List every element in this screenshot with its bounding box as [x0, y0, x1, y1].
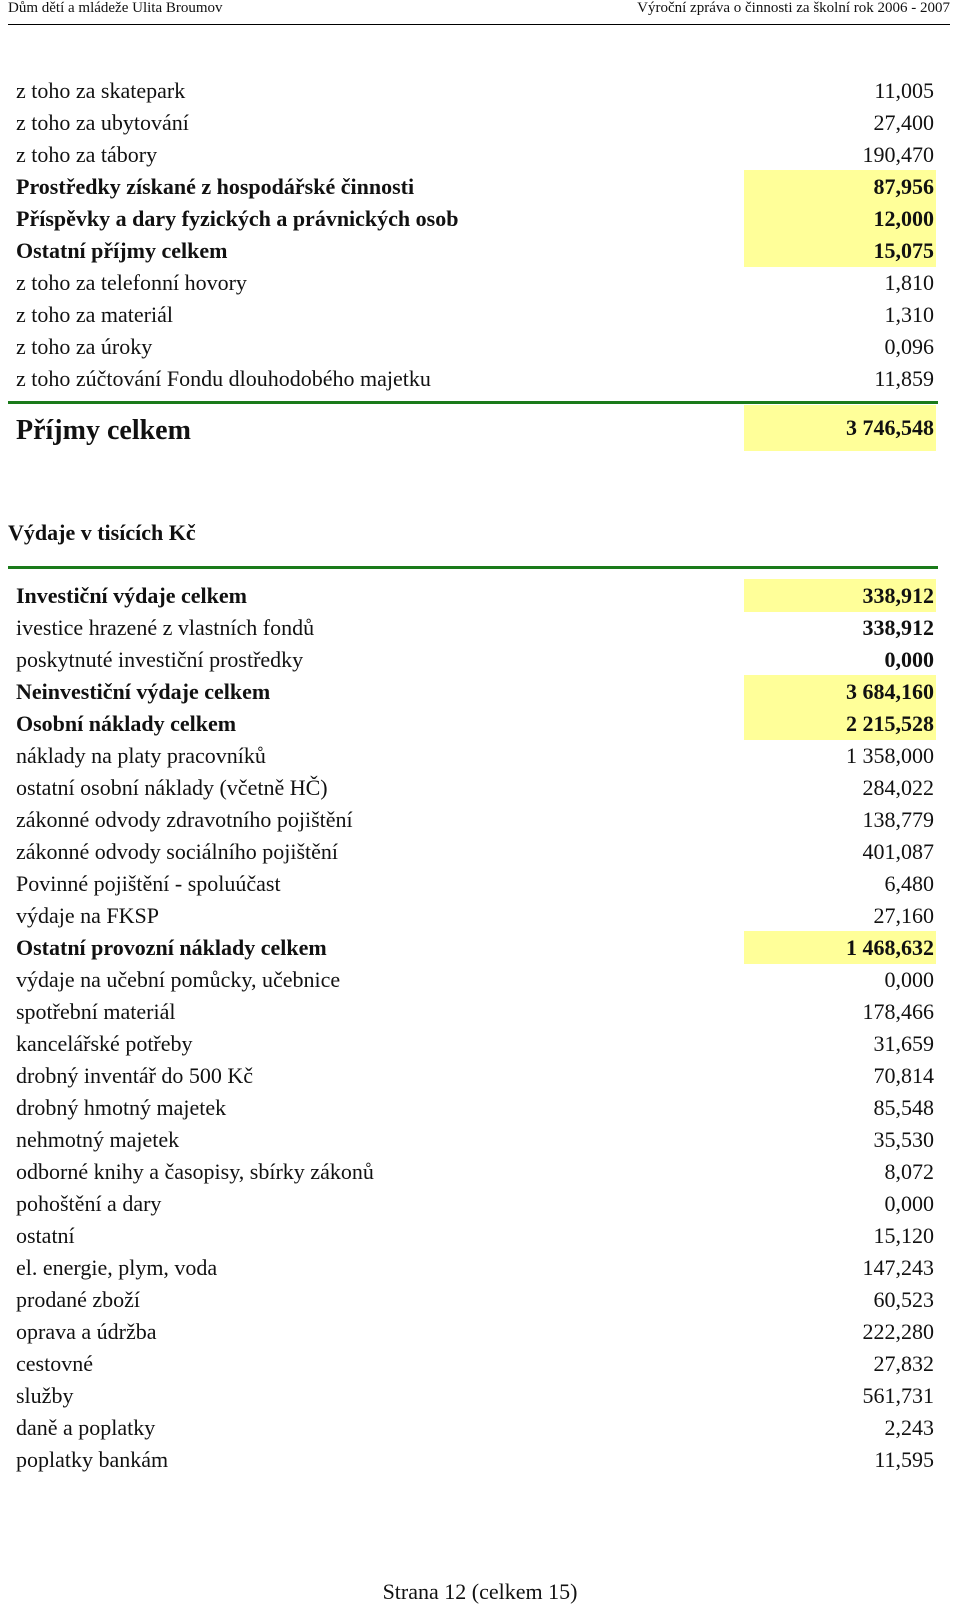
table-row-subtotal — [16, 170, 936, 203]
table-row — [16, 1411, 936, 1444]
row-value: 338,912 — [862, 615, 934, 640]
row-label: oprava a údržba — [16, 1319, 157, 1344]
table-row — [16, 298, 936, 331]
row-value: 2,243 — [884, 1415, 934, 1440]
table-row-subtotal — [16, 707, 936, 740]
row-label: Povinné pojištění - spoluúčast — [16, 871, 281, 896]
row-value: 12,000 — [744, 202, 936, 235]
table-row — [16, 899, 936, 932]
row-label: poskytnuté investiční prostředky — [16, 647, 304, 672]
page-header — [8, 0, 950, 25]
row-value: 85,548 — [873, 1095, 934, 1120]
table-row — [16, 835, 936, 868]
table-row — [16, 1155, 936, 1188]
table-row — [16, 1219, 936, 1252]
table-row — [16, 138, 936, 171]
row-value: 11,005 — [874, 78, 934, 103]
row-label: drobný inventář do 500 Kč — [16, 1063, 254, 1088]
row-label: Ostatní příjmy celkem — [16, 238, 228, 263]
row-value: 190,470 — [862, 142, 934, 167]
table-row — [16, 771, 936, 804]
row-label: služby — [16, 1383, 74, 1408]
row-value: 338,912 — [744, 579, 936, 612]
table-row — [16, 963, 936, 996]
row-value: 3 684,160 — [744, 675, 936, 708]
row-label: ostatní — [16, 1223, 75, 1248]
row-value: 35,530 — [873, 1127, 934, 1152]
table-row — [16, 1315, 936, 1348]
row-value: 138,779 — [862, 807, 934, 832]
table-row-subtotal — [16, 675, 936, 708]
row-label: Neinvestiční výdaje celkem — [16, 679, 271, 704]
row-label: z toho za telefonní hovory — [16, 270, 247, 295]
row-label: z toho za materiál — [16, 302, 173, 327]
row-value: 31,659 — [873, 1031, 934, 1056]
row-value: 15,120 — [873, 1223, 934, 1248]
header-organization: Dům dětí a mládeže Ulita Broumov — [8, 0, 223, 16]
row-label: odborné knihy a časopisy, sbírky zákonů — [16, 1159, 374, 1184]
table-row-subtotal — [16, 579, 936, 612]
table-row — [16, 1091, 936, 1124]
row-label: Osobní náklady celkem — [16, 711, 237, 736]
income-total-value: 3 746,548 — [744, 405, 936, 451]
page-footer: Strana 12 (celkem 15) — [382, 1579, 578, 1604]
table-row — [16, 611, 936, 644]
row-label: z toho za tábory — [16, 142, 158, 167]
table-row-subtotal — [16, 234, 936, 267]
table-row — [16, 1123, 936, 1156]
row-value: 1 468,632 — [744, 931, 936, 964]
row-label: kancelářské potřeby — [16, 1031, 193, 1056]
row-label: výdaje na učební pomůcky, učebnice — [16, 967, 341, 992]
row-label: zákonné odvody sociálního pojištění — [16, 839, 338, 864]
table-row-subtotal — [16, 931, 936, 964]
table-row — [16, 330, 936, 363]
row-label: poplatky bankám — [16, 1447, 169, 1472]
divider-line — [8, 566, 938, 569]
row-value: 0,000 — [884, 1191, 934, 1216]
row-value: 561,731 — [862, 1383, 934, 1408]
row-label: z toho za ubytování — [16, 110, 189, 135]
row-value: 0,096 — [884, 334, 934, 359]
table-row — [16, 362, 936, 395]
row-label: nehmotný majetek — [16, 1127, 180, 1152]
row-label: spotřební materiál — [16, 999, 176, 1024]
row-value: 0,000 — [884, 647, 934, 672]
row-value: 1,810 — [884, 270, 934, 295]
row-value: 0,000 — [884, 967, 934, 992]
table-row — [16, 74, 936, 107]
row-label: výdaje na FKSP — [16, 903, 159, 928]
row-label: Příspěvky a dary fyzických a právnických osob — [16, 206, 459, 231]
table-row — [16, 266, 936, 299]
divider-line — [8, 401, 938, 404]
row-value: 70,814 — [873, 1063, 934, 1088]
table-row — [16, 1059, 936, 1092]
row-value: 27,400 — [873, 110, 934, 135]
table-row — [16, 1283, 936, 1316]
header-report-title: Výroční zpráva o činnosti za školní rok 2006 - 2007 — [637, 0, 950, 16]
row-value: 27,832 — [873, 1351, 934, 1376]
table-row — [16, 1187, 936, 1220]
row-value: 87,956 — [744, 170, 936, 203]
row-value: 1 358,000 — [846, 743, 934, 768]
row-label: pohoštění a dary — [16, 1191, 162, 1216]
row-value: 401,087 — [862, 839, 934, 864]
row-value: 1,310 — [884, 302, 934, 327]
row-value: 11,859 — [874, 366, 934, 391]
table-row — [16, 803, 936, 836]
row-value: 60,523 — [873, 1287, 934, 1312]
row-value: 147,243 — [862, 1255, 934, 1280]
row-value: 11,595 — [874, 1447, 934, 1472]
table-row — [16, 1027, 936, 1060]
row-value: 6,480 — [884, 871, 934, 896]
row-value: 15,075 — [744, 234, 936, 267]
table-row — [16, 995, 936, 1028]
row-value: 222,280 — [862, 1319, 934, 1344]
row-label: ivestice hrazené z vlastních fondů — [16, 615, 315, 640]
table-row-subtotal — [16, 202, 936, 235]
row-label: z toho za skatepark — [16, 78, 186, 103]
row-label: drobný hmotný majetek — [16, 1095, 227, 1120]
row-label: ostatní osobní náklady (včetně HČ) — [16, 775, 328, 800]
row-label: prodané zboží — [16, 1287, 140, 1312]
table-row — [16, 106, 936, 139]
row-value: 27,160 — [873, 903, 934, 928]
row-label: daně a poplatky — [16, 1415, 156, 1440]
table-row — [16, 1443, 936, 1476]
row-value: 178,466 — [862, 999, 934, 1024]
table-row — [16, 1347, 936, 1380]
row-label: el. energie, plym, voda — [16, 1255, 218, 1280]
row-label: Ostatní provozní náklady celkem — [16, 935, 327, 960]
table-row — [16, 643, 936, 676]
section-title: Výdaje v tisících Kč — [8, 520, 196, 545]
row-label: náklady na platy pracovníků — [16, 743, 266, 768]
row-label: zákonné odvody zdravotního pojištění — [16, 807, 353, 832]
row-value: 2 215,528 — [744, 707, 936, 740]
income-total-label: Příjmy celkem — [16, 415, 191, 446]
row-value: 8,072 — [884, 1159, 934, 1184]
table-row — [16, 739, 936, 772]
row-label: Investiční výdaje celkem — [16, 583, 247, 608]
table-row — [16, 1379, 936, 1412]
row-label: Prostředky získané z hospodářské činnosti — [16, 174, 415, 199]
row-label: z toho za úroky — [16, 334, 153, 359]
table-row — [16, 867, 936, 900]
table-row — [16, 1251, 936, 1284]
row-label: cestovné — [16, 1351, 93, 1376]
row-value: 284,022 — [862, 775, 934, 800]
row-label: z toho zúčtování Fondu dlouhodobého majetku — [16, 366, 431, 391]
